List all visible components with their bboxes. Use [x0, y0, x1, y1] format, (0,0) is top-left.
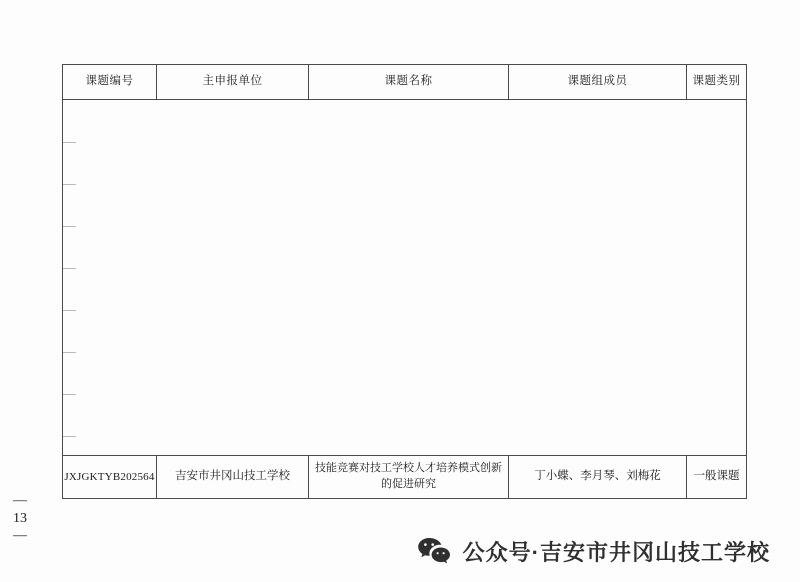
- research-topics-table-container: [62, 64, 746, 499]
- page-number-value: 13: [13, 511, 27, 526]
- wechat-badge: [417, 536, 770, 567]
- table-header-row: [63, 65, 747, 100]
- cell-code: JXJGKTYB202564: [63, 456, 157, 499]
- column-header-title: 课题名称: [309, 65, 509, 100]
- footer-watermark: [0, 520, 800, 582]
- table-blank-region-row: [63, 100, 747, 456]
- cell-unit: 吉安市井冈山技工学校: [157, 456, 309, 499]
- column-header-members: 课题组成员: [509, 65, 687, 100]
- column-header-unit: 主申报单位: [157, 65, 309, 100]
- research-topics-table: [62, 64, 747, 499]
- page-number-dash-top: —: [13, 493, 27, 508]
- footer-text: 公众号·吉安市井冈山技工学校: [462, 539, 770, 565]
- table-blank-region: [63, 100, 747, 456]
- column-header-category: 课题类别: [687, 65, 747, 100]
- row-tick-marks: [63, 100, 746, 455]
- column-header-code: 课题编号: [63, 65, 157, 100]
- page-number-dash-bottom: —: [13, 528, 27, 544]
- cell-members: 丁小蝶、李月琴、刘梅花: [509, 456, 687, 499]
- cell-title: 技能竞赛对技工学校人才培养模式创新的促进研究: [309, 456, 509, 499]
- table-row: [63, 456, 747, 499]
- cell-category: 一般课题: [687, 456, 747, 499]
- wechat-icon: [417, 536, 451, 566]
